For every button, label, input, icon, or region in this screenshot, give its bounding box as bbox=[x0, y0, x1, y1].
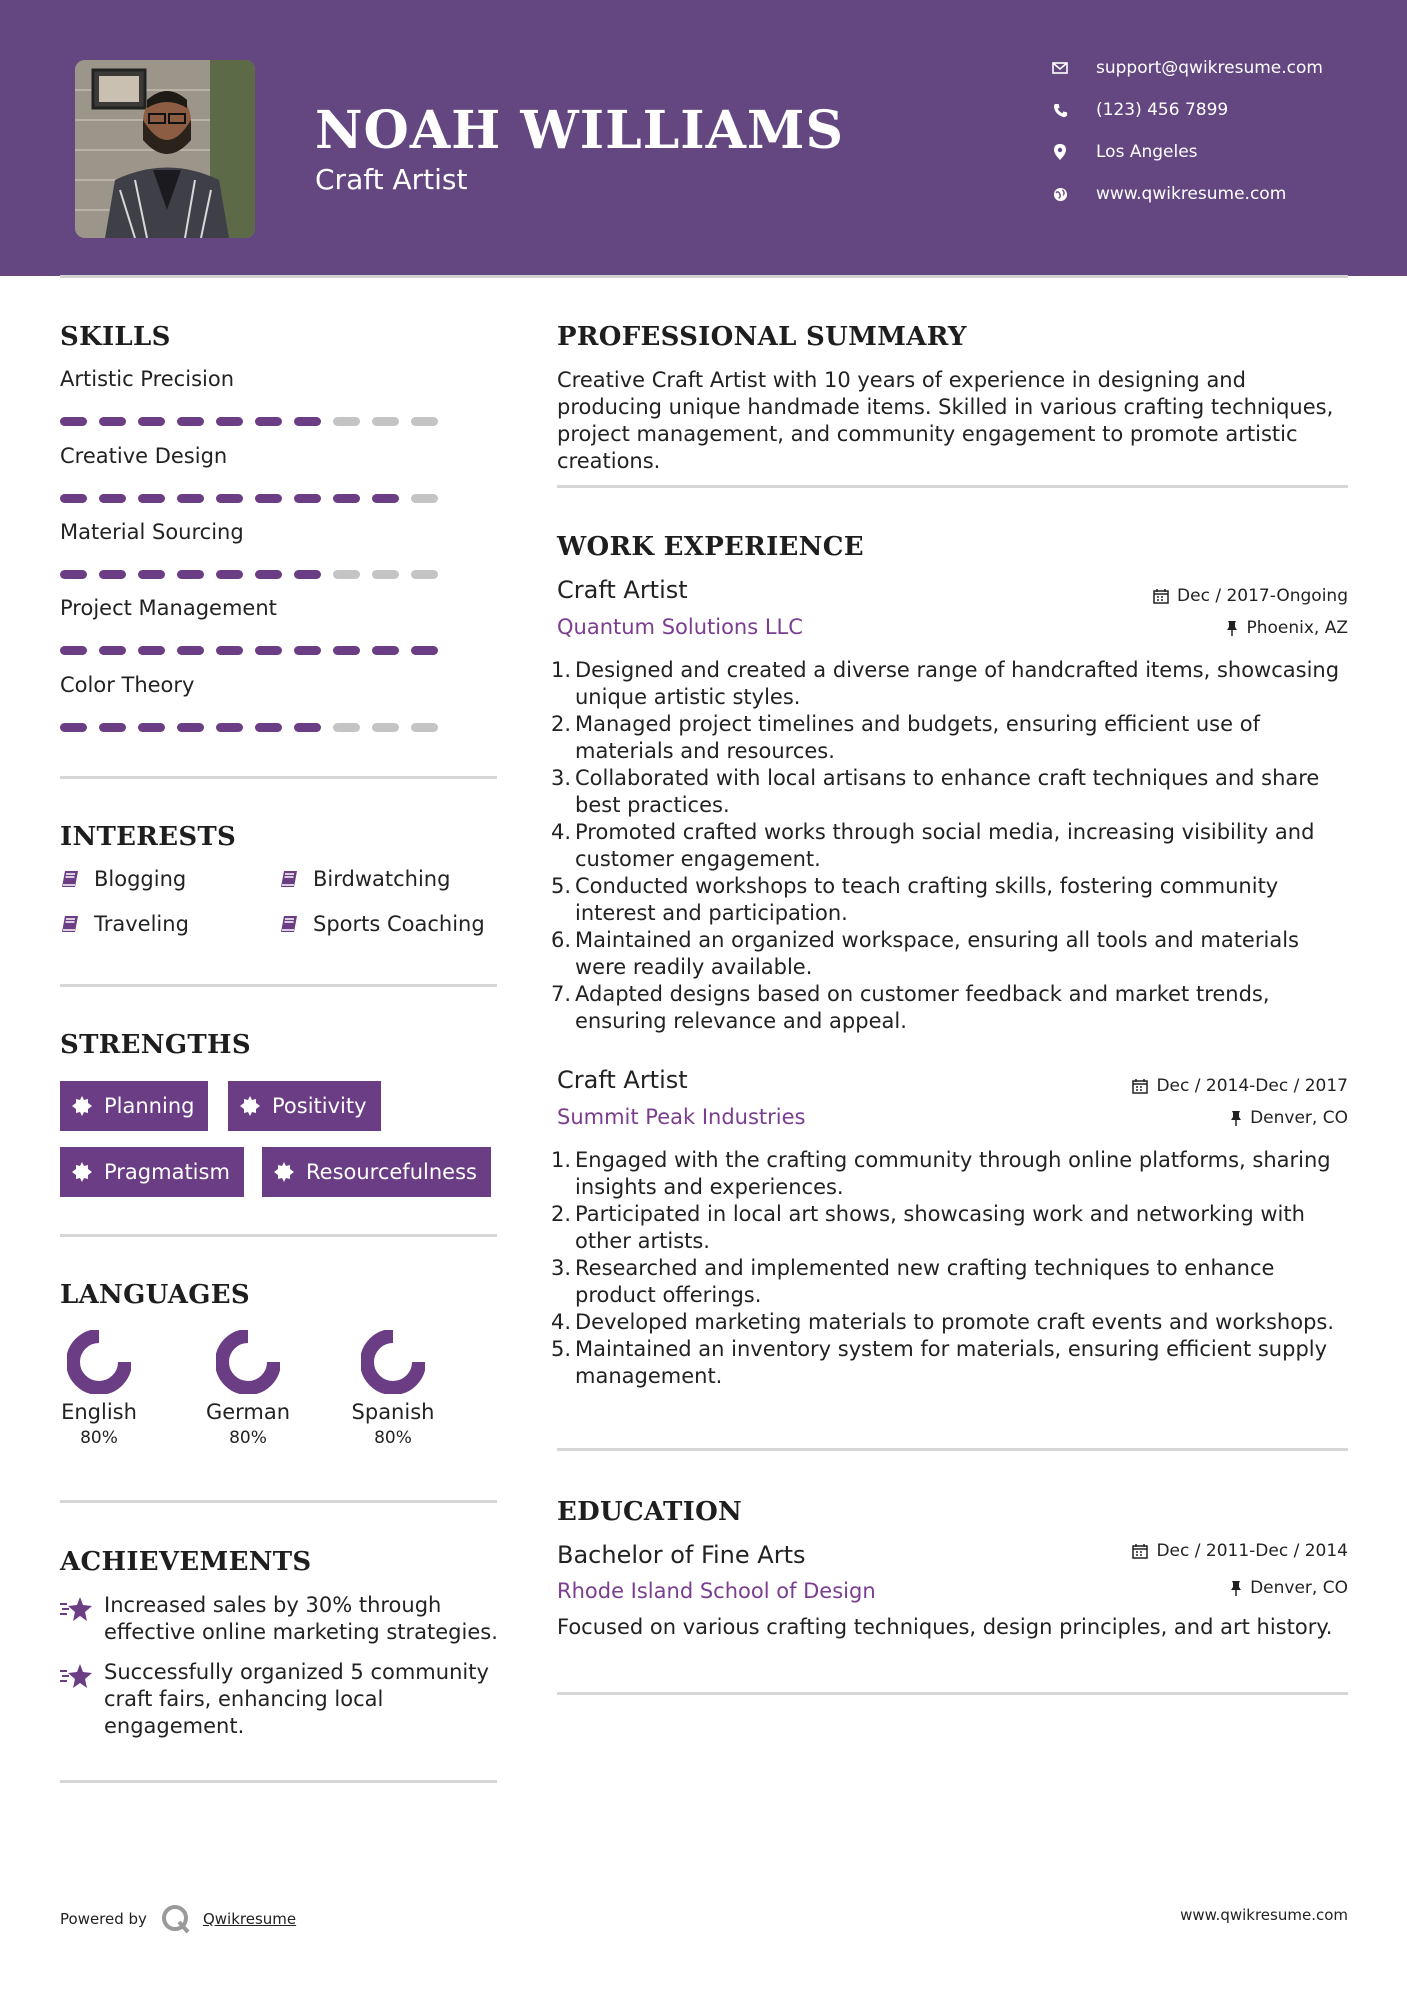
strengths-divider bbox=[60, 1234, 497, 1237]
list-item: 2. Participated in local art shows, showcasing work and networking with other artists. bbox=[551, 1202, 1305, 1253]
language-item: German 80% bbox=[188, 1330, 308, 1448]
list-item: 4. Promoted crafted works through social media, increasing visibility and customer engagement. bbox=[551, 820, 1315, 871]
skill-dot-empty bbox=[411, 417, 438, 426]
skill-label: Material Sourcing bbox=[60, 520, 244, 544]
summary-text: Creative Craft Artist with 10 years of experience in designing and producing unique handmade items. Skilled in various crafting techniques, project management, and community engagement to promote artistic creations. bbox=[557, 368, 1334, 473]
skill-dot-filled bbox=[99, 723, 126, 732]
book-icon bbox=[279, 914, 299, 934]
skill-dot-filled bbox=[255, 570, 282, 579]
skill-dot-filled bbox=[294, 494, 321, 503]
skill-dot-filled bbox=[138, 417, 165, 426]
skill-dot-filled bbox=[294, 723, 321, 732]
book-icon bbox=[60, 914, 80, 934]
pushpin-icon bbox=[1230, 1580, 1242, 1596]
interest-item: Blogging bbox=[60, 867, 186, 891]
skill-dot-filled bbox=[99, 570, 126, 579]
skill-dot-empty bbox=[411, 494, 438, 503]
skill-dot-filled bbox=[372, 494, 399, 503]
skill-dot-filled bbox=[60, 494, 87, 503]
language-item: English 80% bbox=[39, 1330, 159, 1448]
skill-dot-filled bbox=[216, 570, 243, 579]
skill-dot-filled bbox=[99, 646, 126, 655]
footer-powered-by: Powered by Qwikresume bbox=[60, 1904, 296, 1934]
qwikresume-link[interactable]: Qwikresume bbox=[202, 1910, 297, 1928]
gear-badge-icon bbox=[72, 1162, 92, 1182]
list-item: 2. Managed project timelines and budgets, ensuring efficient use of materials and resources. bbox=[551, 712, 1260, 763]
pushpin-icon bbox=[1226, 620, 1238, 636]
skill-dot-filled bbox=[138, 723, 165, 732]
calendar-icon bbox=[1132, 1543, 1148, 1559]
summary-divider bbox=[557, 485, 1348, 488]
skill-dot-empty bbox=[411, 570, 438, 579]
job-company: Summit Peak Industries bbox=[557, 1105, 806, 1129]
profile-photo bbox=[75, 60, 255, 238]
skill-dot-filled bbox=[255, 417, 282, 426]
languages-title: LANGUAGES bbox=[60, 1280, 250, 1310]
phone-icon bbox=[1050, 100, 1070, 120]
skill-dot-filled bbox=[177, 494, 204, 503]
skill-dot-filled bbox=[60, 646, 87, 655]
gear-badge-icon bbox=[274, 1162, 294, 1182]
skill-label: Project Management bbox=[60, 596, 277, 620]
language-item: Spanish 80% bbox=[333, 1330, 453, 1448]
book-icon bbox=[60, 869, 80, 889]
candidate-name: NOAH WILLIAMS bbox=[315, 100, 845, 161]
footer-website[interactable]: www.qwikresume.com bbox=[1180, 1906, 1348, 1924]
job-date: Dec / 2017-Ongoing bbox=[1153, 586, 1348, 606]
skill-dot-empty bbox=[372, 723, 399, 732]
list-item: 3. Collaborated with local artisans to enhance craft techniques and share best practices. bbox=[551, 766, 1320, 817]
job-company: Quantum Solutions LLC bbox=[557, 615, 803, 639]
interest-item: Birdwatching bbox=[279, 867, 450, 891]
globe-icon bbox=[1050, 184, 1070, 204]
skill-dot-filled bbox=[60, 570, 87, 579]
gear-badge-icon bbox=[240, 1096, 260, 1116]
contact-email[interactable]: support@qwikresume.com bbox=[1050, 58, 1323, 78]
strength-badge: Pragmatism bbox=[60, 1147, 244, 1197]
skill-dot-filled bbox=[255, 646, 282, 655]
map-pin-icon bbox=[1050, 142, 1070, 162]
skill-dot-filled bbox=[216, 417, 243, 426]
skill-level-meter bbox=[60, 494, 438, 503]
skill-level-meter bbox=[60, 723, 438, 732]
skill-dot-filled bbox=[333, 494, 360, 503]
interest-item: Traveling bbox=[60, 912, 189, 936]
list-item: 5. Conducted workshops to teach crafting skills, fostering community interest and participation. bbox=[551, 874, 1279, 925]
skill-dot-filled bbox=[138, 494, 165, 503]
job-date: Dec / 2014-Dec / 2017 bbox=[1132, 1076, 1348, 1096]
skill-dot-filled bbox=[255, 494, 282, 503]
skill-dot-empty bbox=[333, 723, 360, 732]
skill-dot-filled bbox=[138, 646, 165, 655]
skill-dot-filled bbox=[99, 417, 126, 426]
experience-divider bbox=[557, 1448, 1348, 1451]
achievements-title: ACHIEVEMENTS bbox=[60, 1547, 312, 1577]
list-item: 7. Adapted designs based on customer feedback and market trends, ensuring relevance and appeal. bbox=[551, 982, 1270, 1033]
skill-dot-empty bbox=[333, 570, 360, 579]
skill-dot-filled bbox=[411, 646, 438, 655]
language-progress-ring bbox=[333, 1330, 453, 1394]
contact-website[interactable]: www.qwikresume.com bbox=[1050, 184, 1286, 204]
education-divider bbox=[557, 1692, 1348, 1695]
list-item: 1. Engaged with the crafting community through online platforms, sharing insights and experiences. bbox=[551, 1148, 1331, 1199]
skill-label: Color Theory bbox=[60, 673, 195, 697]
job-title: Craft Artist bbox=[557, 576, 688, 604]
achievement-item: Successfully organized 5 community craft fairs, enhancing local engagement. bbox=[60, 1659, 500, 1740]
header-banner bbox=[0, 0, 1407, 276]
skill-label: Creative Design bbox=[60, 444, 228, 468]
skill-dot-filled bbox=[372, 646, 399, 655]
education-date: Dec / 2011-Dec / 2014 bbox=[1132, 1541, 1348, 1561]
languages-divider bbox=[60, 1500, 497, 1503]
summary-title: PROFESSIONAL SUMMARY bbox=[557, 322, 967, 352]
skill-dot-filled bbox=[99, 494, 126, 503]
interests-divider bbox=[60, 984, 497, 987]
education-title: EDUCATION bbox=[557, 1497, 743, 1527]
skill-dot-filled bbox=[333, 646, 360, 655]
contact-phone[interactable]: (123) 456 7899 bbox=[1050, 100, 1228, 120]
book-icon bbox=[279, 869, 299, 889]
job-location: Phoenix, AZ bbox=[1226, 618, 1348, 638]
qwikresume-logo-icon bbox=[161, 1904, 191, 1934]
candidate-role: Craft Artist bbox=[315, 163, 468, 196]
skill-dot-filled bbox=[294, 417, 321, 426]
star-icon bbox=[60, 1659, 104, 1740]
job-bullets bbox=[551, 1147, 1347, 1390]
list-item: 5. Maintained an inventory system for materials, ensuring efficient supply management. bbox=[551, 1337, 1328, 1388]
experience-title: WORK EXPERIENCE bbox=[557, 532, 864, 562]
skill-dot-filled bbox=[294, 646, 321, 655]
skill-dot-filled bbox=[177, 723, 204, 732]
header-divider bbox=[60, 275, 1348, 278]
interests-title: INTERESTS bbox=[60, 822, 237, 852]
calendar-icon bbox=[1132, 1078, 1148, 1094]
job-bullets bbox=[551, 657, 1347, 1035]
skill-dot-filled bbox=[138, 570, 165, 579]
gear-badge-icon bbox=[72, 1096, 92, 1116]
list-item: 3. Researched and implemented new crafting techniques to enhance product offerings. bbox=[551, 1256, 1275, 1307]
job-title: Craft Artist bbox=[557, 1066, 688, 1094]
achievements-divider bbox=[60, 1780, 497, 1783]
skill-dot-filled bbox=[60, 723, 87, 732]
skill-dot-empty bbox=[372, 570, 399, 579]
achievement-item: Increased sales by 30% through effective online marketing strategies. bbox=[60, 1592, 500, 1646]
list-item: 4. Developed marketing materials to promote craft events and workshops. bbox=[551, 1310, 1335, 1334]
education-school: Rhode Island School of Design bbox=[557, 1579, 876, 1603]
contact-location: Los Angeles bbox=[1050, 142, 1198, 162]
skill-level-meter bbox=[60, 417, 438, 426]
language-progress-ring bbox=[188, 1330, 308, 1394]
skill-dot-empty bbox=[411, 723, 438, 732]
skill-dot-empty bbox=[372, 417, 399, 426]
skills-title: SKILLS bbox=[60, 322, 171, 352]
strength-badge: Resourcefulness bbox=[262, 1147, 491, 1197]
strengths-title: STRENGTHS bbox=[60, 1030, 251, 1060]
skill-level-meter bbox=[60, 570, 438, 579]
skill-dot-filled bbox=[216, 646, 243, 655]
list-item: 6. Maintained an organized workspace, ensuring all tools and materials were readily available. bbox=[551, 928, 1299, 979]
skill-dot-filled bbox=[60, 417, 87, 426]
strength-badge: Planning bbox=[60, 1081, 208, 1131]
skills-divider bbox=[60, 776, 497, 779]
skill-dot-filled bbox=[255, 723, 282, 732]
skill-label: Artistic Precision bbox=[60, 367, 234, 391]
education-text: Focused on various crafting techniques, design principles, and art history. bbox=[557, 1615, 1333, 1639]
skill-level-meter bbox=[60, 646, 438, 655]
interest-item: Sports Coaching bbox=[279, 912, 485, 936]
pushpin-icon bbox=[1230, 1110, 1242, 1126]
skill-dot-filled bbox=[216, 723, 243, 732]
skill-dot-filled bbox=[177, 646, 204, 655]
skill-dot-filled bbox=[294, 570, 321, 579]
skill-dot-filled bbox=[177, 417, 204, 426]
job-location: Denver, CO bbox=[1230, 1108, 1348, 1128]
skill-dot-filled bbox=[177, 570, 204, 579]
list-item: 1. Designed and created a diverse range of handcrafted items, showcasing unique artistic styles. bbox=[551, 658, 1340, 709]
education-degree: Bachelor of Fine Arts bbox=[557, 1541, 806, 1569]
education-location: Denver, CO bbox=[1230, 1578, 1348, 1598]
calendar-icon bbox=[1153, 588, 1169, 604]
skill-dot-empty bbox=[333, 417, 360, 426]
star-icon bbox=[60, 1592, 104, 1646]
language-progress-ring bbox=[39, 1330, 159, 1394]
envelope-icon bbox=[1050, 58, 1070, 78]
strength-badge: Positivity bbox=[228, 1081, 381, 1131]
skill-dot-filled bbox=[216, 494, 243, 503]
